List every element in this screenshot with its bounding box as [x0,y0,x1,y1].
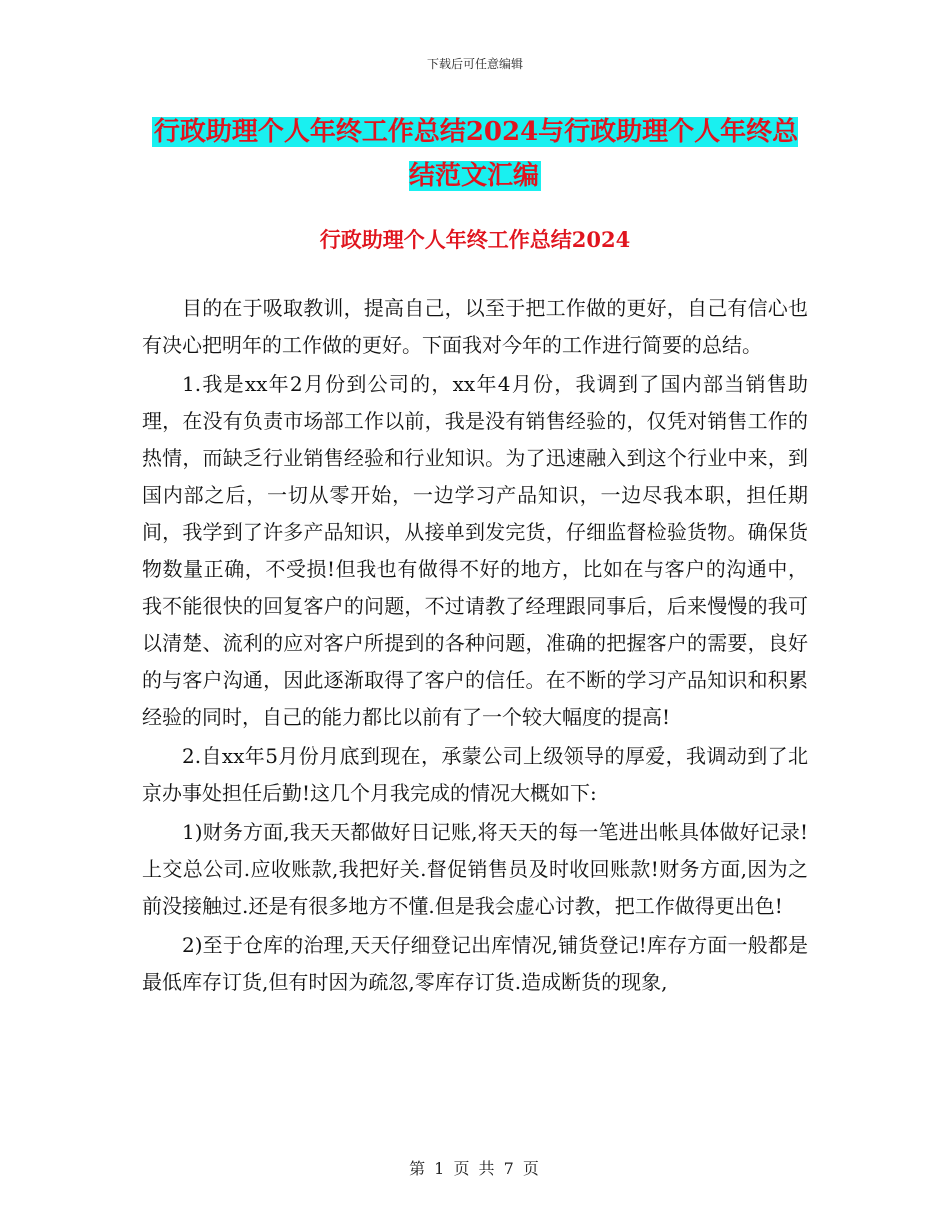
document-title-text: 行政助理个人年终工作总结2024与行政助理个人年终总结范文汇编 [153,117,799,191]
page-footer: 第 1 页 共 7 页 [409,1159,541,1178]
paragraph: 目的在于吸取教训，提高自己，以至于把工作做的更好，自己有信心也有决心把明年的工作做的更好。下面我对今年的工作进行简要的总结。 [142,296,808,357]
paragraph: 2.自xx年5月份月底到现在，承蒙公司上级领导的厚爱，我调动到了北京办事处担任后勤!这几个月我完成的情况大概如下: [142,744,808,805]
paragraph: 1.我是xx年2月份到公司的，xx年4月份，我调到了国内部当销售助理，在没有负责市场部工作以前，我是没有销售经验的，仅凭对销售工作的热情，而缺乏行业销售经验和行业知识。为了迅速融入到这个行业中来，到国内部之后，一切从零开始，一边学习产品知识，一边尽我本职，担任期间，我学到了许多产品知识，从接单到发完货，仔细监督检验货物。确保货物数量正确，不受损!但我也有做得不好的地方，比如在与客户的沟通中，我不能很快的回复客户的问题，不过请教了经理跟同事后，后来慢慢的我可以清楚、流利的应对客户所提到的各种问题，准确的把握客户的需要，良好的与客户沟通，因此逐渐取得了客户的信任。在不断的学习产品知识和积累经验的同时，自己的能力都比以前有了一个较大幅度的提高! [142,372,808,729]
header-note: 下载后可任意编辑 [426,57,523,71]
section-title: 行政助理个人年终工作总结2024 [319,227,631,252]
paragraph: 1)财务方面,我天天都做好日记账,将天天的每一笔进出帐具体做好记录!上交总公司.应收账款,我把好关.督促销售员及时收回账款!财务方面,因为之前没接触过.还是有很多地方不懂.但是我会虚心讨教，把工作做得更出色! [142,820,808,918]
document-title [140,110,810,198]
paragraph: 2)至于仓库的治理,天天仔细登记出库情况,铺货登记!库存方面一般都是最低库存订货,但有时因为疏忽,零库存订货.造成断货的现象, [142,933,808,994]
body-text [142,290,808,1003]
